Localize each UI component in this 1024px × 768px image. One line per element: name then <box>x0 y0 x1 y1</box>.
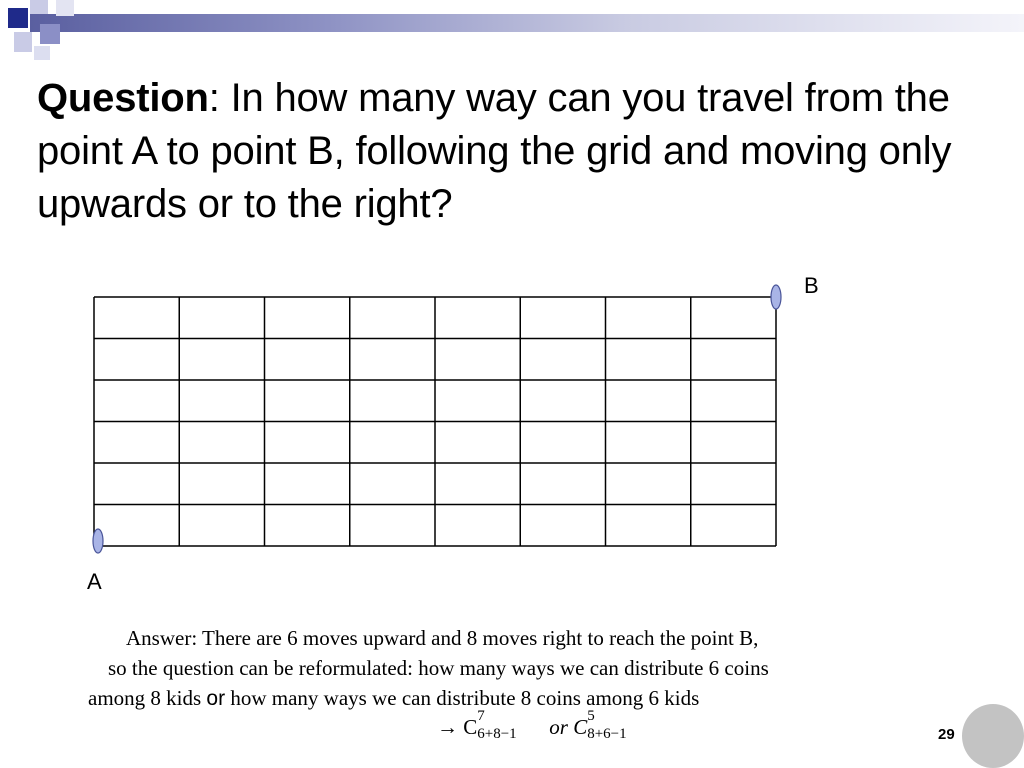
combination-1-sup: 7 <box>477 708 485 724</box>
university-seal-logo <box>962 704 1024 768</box>
answer-line-3b: how many ways we can distribute 8 coins among 6 kids <box>225 686 700 710</box>
answer-text <box>88 623 988 714</box>
point-a-label: A <box>87 569 102 594</box>
answer-line-3a: among 8 kids <box>88 686 207 710</box>
combination-1: C <box>463 714 478 739</box>
answer-line-2: so the question can be reformulated: how many ways we can distribute 6 coins <box>108 656 769 680</box>
question-label: Question <box>37 76 209 120</box>
combination-2-sup: 5 <box>587 708 595 724</box>
point-b-label: B <box>804 273 819 298</box>
point-a-marker <box>93 529 103 553</box>
question-body: : In how many way can you travel from the point A to point B, following the grid and moving only upwards or to the right? <box>37 76 952 226</box>
formula <box>437 708 647 744</box>
answer-or: or <box>206 687 226 710</box>
arrow-icon: → <box>437 714 458 739</box>
page-number: 29 <box>938 726 955 743</box>
grid-lines <box>94 297 776 546</box>
combination-1-sub: 6+8−1 <box>477 726 517 742</box>
answer-line-1: Answer: There are 6 moves upward and 8 moves right to reach the point B, <box>126 626 759 650</box>
answer-line-3 <box>88 683 988 714</box>
point-b-marker <box>771 285 781 309</box>
combination-2-sub: 8+6−1 <box>587 726 627 742</box>
combination-2: C <box>573 714 588 739</box>
formula-or: or <box>549 714 568 739</box>
